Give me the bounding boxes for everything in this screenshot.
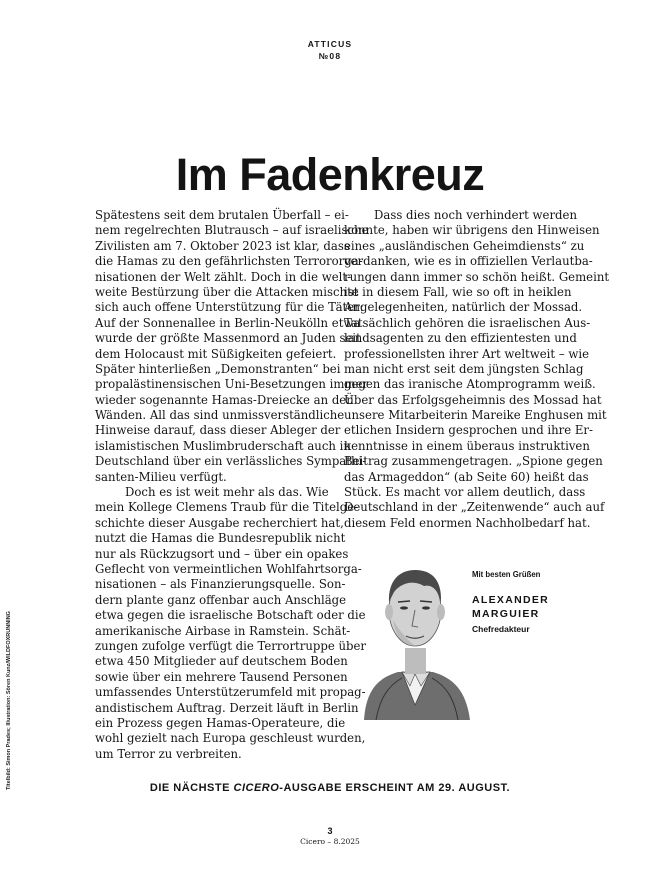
article-line: nem regelrechten Blutrausch – auf israelische	[95, 223, 369, 238]
article-line: konnte, haben wir übrigens den Hinweisen	[344, 223, 600, 238]
page-number: 3	[327, 826, 333, 836]
article-line: die Hamas zu den gefährlichsten Terrororga-	[95, 254, 363, 269]
article-line: wieder sogenannte Hamas-Dreiecke an den	[95, 392, 354, 407]
article-line: ein Prozess gegen Hamas-Operateure, die	[95, 715, 346, 730]
page-footer	[0, 826, 660, 846]
article-line: Stück. Es macht vor allem deutlich, dass	[344, 485, 586, 500]
article-line: Deutschland über ein verlässliches Sympathi-	[95, 454, 367, 469]
article-line: Geflecht von vermeintlichen Wohlfahrtsorga-	[95, 561, 362, 576]
article-line: landsagenten zu den effizientesten und	[344, 331, 577, 346]
page-title: Im Fadenkreuz	[175, 149, 485, 200]
article-line: wurde der größte Massenmord an Juden seit	[95, 331, 361, 346]
article-line: man nicht erst seit dem jüngsten Schlag	[344, 361, 584, 376]
article-line: das Armageddon“ (ab Seite 60) heißt das	[344, 469, 589, 484]
article-line: schichte dieser Ausgabe recherchiert hat,	[95, 515, 344, 530]
article-line: rungen dann immer so schön heißt. Gemeint	[344, 269, 610, 284]
article-line: mein Kollege Clemens Traub für die Titelge-	[95, 500, 359, 515]
article-line: Spätestens seit dem brutalen Überfall – ei-	[95, 208, 349, 222]
article-line: gegen das iranische Atomprogramm weiß.	[344, 377, 596, 392]
issue-label: Cicero – 8.2025	[300, 837, 360, 846]
article-line: ist in diesem Fall, wie so oft in heiklen	[344, 284, 572, 299]
signature-block	[472, 568, 582, 636]
article-line: um Terror zu verbreiten.	[95, 746, 242, 761]
article-line: amerikanische Airbase in Ramstein. Schät-	[95, 623, 351, 638]
article-line: kenntnisse in einem überaus instruktiven	[344, 438, 590, 453]
next-issue-suffix: -AUSGABE ERSCHEINT AM 29. AUGUST.	[279, 782, 511, 794]
article-line: Tatsächlich gehören die israelischen Aus-	[344, 315, 591, 330]
author-portrait	[358, 540, 473, 720]
article-line: santen-Milieu verfügt.	[95, 469, 227, 484]
article-line: propalästinensischen Uni-Besetzungen immer	[95, 377, 369, 392]
article-line: Wänden. All das sind unmissverständliche	[95, 408, 345, 423]
article-line: zungen zufolge verfügt die Terrortruppe über	[95, 638, 366, 653]
article-line: Zivilisten am 7. Oktober 2023 ist klar, dass	[95, 238, 350, 253]
article-line: islamistischen Muslimbruderschaft auch in	[95, 438, 351, 453]
article-line: Angelegenheiten, natürlich der Mossad.	[344, 300, 583, 315]
author-last-name: MARGUIER	[472, 608, 540, 620]
column-number: №08	[318, 51, 342, 61]
article-line: Hinweise darauf, dass dieser Ableger der	[95, 423, 341, 438]
next-issue-notice	[0, 782, 660, 794]
section-kicker	[0, 38, 660, 62]
article-line: unsere Mitarbeiterin Mareike Enghusen mit	[344, 408, 607, 423]
article-line: umfassendes Unterstützerumfeld mit propag-	[95, 685, 366, 700]
article-line: andistischem Auftrag. Derzeit läuft in Berlin	[95, 700, 359, 715]
magazine-name: CICERO	[233, 782, 280, 794]
article-line: etwa 450 Mitglieder auf deutschem Boden	[95, 654, 348, 669]
article-line: verdanken, wie es in offiziellen Verlautba-	[344, 254, 593, 269]
section-label: ATTICUS	[307, 39, 353, 49]
article-column-left	[95, 208, 369, 762]
article-line: sowie über ein mehrere Tausend Personen	[95, 669, 348, 684]
article-line: professionellsten ihrer Art weltweit – wie	[344, 346, 590, 361]
article-line: etwa gegen die israelische Botschaft oder die	[95, 608, 366, 623]
article-line: Deutschland in der „Zeitenwende“ auch auf	[344, 500, 605, 515]
article-line: Über das Erfolgsgeheimnis des Mossad hat	[344, 392, 602, 407]
article-line: nisationen der Welt zählt. Doch in die welt-	[95, 269, 352, 284]
article-line: Doch es ist weit mehr als das. Wie	[125, 485, 329, 500]
article-line: Dass dies noch verhindert werden	[374, 208, 577, 222]
article-column-right	[344, 208, 610, 531]
signature-greeting: Mit besten Grüßen	[472, 570, 541, 579]
article-line: sich auch offene Unterstützung für die Täter:	[95, 300, 364, 315]
article-line: dem Holocaust mit Süßigkeiten gefeiert.	[95, 346, 337, 361]
article-line: Auf der Sonnenallee in Berlin-Neukölln etwa	[95, 315, 361, 330]
article-line: weite Bestürzung über die Attacken mischte	[95, 284, 359, 299]
article-line: nisationen – als Finanzierungsquelle. Son-	[95, 577, 346, 592]
article-line: wohl gezielt nach Europa geschleust wurden,	[95, 731, 366, 746]
article-line: Später hinterließen „Demonstranten“ bei	[95, 361, 341, 376]
article-line: eines „ausländischen Geheimdiensts“ zu	[344, 238, 585, 253]
next-issue-prefix: DIE NÄCHSTE	[149, 782, 234, 794]
article-line: nur als Rückzugsort und – über ein opakes	[95, 546, 349, 561]
article-line: dern plante ganz offenbar auch Anschläge	[95, 592, 347, 607]
article-line: etlichen Insidern gesprochen und ihre Er-	[344, 423, 593, 438]
article-line: diesem Feld enormen Nachholbedarf hat.	[344, 515, 591, 530]
image-credit: Titelbild: Simon Prades; Illustration: Sören Kunz/WILDFOXRUNNING	[6, 611, 12, 790]
author-first-name: ALEXANDER	[472, 594, 550, 606]
article-line: nutzt die Hamas die Bundesrepublik nicht	[95, 531, 346, 546]
author-role: Chefredakteur	[472, 624, 530, 634]
article-line: Beitrag zusammengetragen. „Spione gegen	[344, 454, 603, 469]
